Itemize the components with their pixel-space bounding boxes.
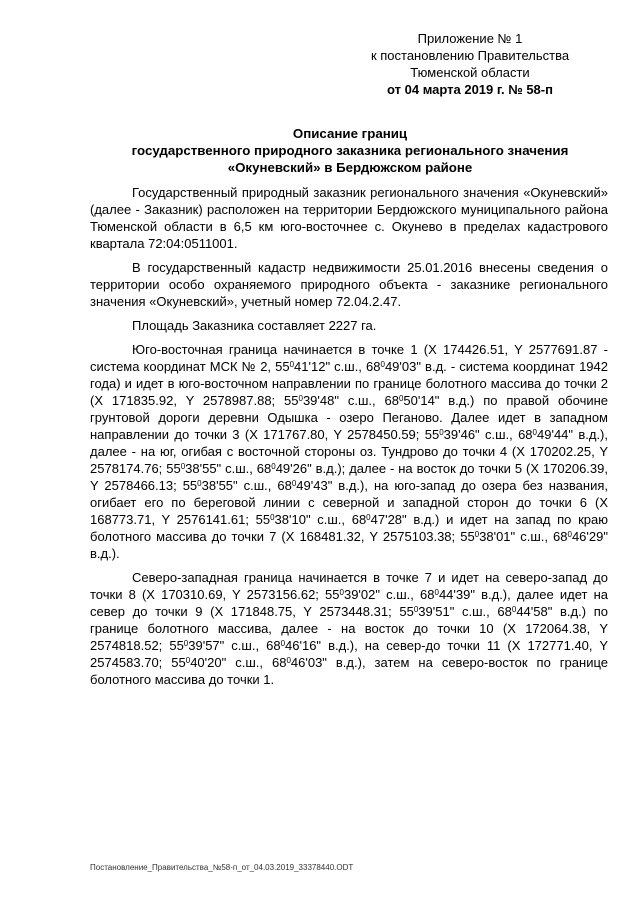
paragraph-location: Государственный природный заказник регионального значения «Окуневский» (далее - Заказник) расположен на территории Бердюжского муниципального района Тюменской области в 6,5 км юго-восточнее с. Окунево в пределах кадастрового квартала 72:04:0511001.	[90, 185, 608, 251]
appendix-number: Приложение № 1	[417, 31, 523, 46]
appendix-region: Тюменской области	[410, 65, 530, 80]
paragraph-cadastre: В государственный кадастр недвижимости 25.01.2016 внесены сведения о территории особо охраняемого природного объекта - заказнике регионального значения «Окуневский», учетный номер 72.04.2.47.	[90, 260, 608, 309]
paragraph-northwest-boundary: Северо-западная граница начинается в точке 7 и идет на северо-запад до точки 8 (X 170310.69, Y 2573156.62; $55^039'02$" с.ш., $68^044'39$" в.д.), далее идет на север до точки 9 (X 171848.75, Y 2573448.31; $55^039'51$" с.ш., $68^044'58$" в.д.) по границе болотного массива, далее - на восток до точки 10 (X 172064.38, Y 2574818.52; $55^039'57$" с.ш., $68^046'16$" в.д.), на север-до точки 11 (X 172771.40, Y 2574583.70; $55^040'20$" с.ш., $68^046'03$" в.д.), затем на северо-восток по границе болотного массива до точки 1.	[90, 570, 609, 687]
title-line-1: Описание границ	[292, 126, 408, 141]
paragraph-southeast-boundary: Юго-восточная граница начинается в точке 1 (X 174426.51, Y 2577691.87 - система координат МСК № 2, $55^041'12$" с.ш., $68^049'03$" в.д. - система координат 1942 года) и идет в юго-восточном направлении по границе болотного массива до точки 2 (X 171835.92, Y 2578987.88; $55^039'48$" с.ш., $68^050'14$" в.д.) по правой обочине грунтовой дороги деревни Одышка - озеро Пеганово. Далее идет в западном направлении до точки 3 (X 171767.80, Y 2578450.59; $55^039'46$" с.ш., $68^049'44$" в.д.), далее - на юг, огибая с восточной стороны оз. Тундрово до точки 4 (X 170202.25, Y 2578174.76; $55^038'55$" с.ш., $68^049'26$" в.д.); далее - на восток до точки 5 (X 170206.39, Y 2578466.13; $55^038'55$" с.ш., $68^049'43$" в.д.), на юго-запад до озера без названия, огибает его по береговой линии с северной и западной сторон до точки 6 (X 168773.71, Y 2576141.61; $55^038'10$" с.ш., $68^047'28$" в.д.) и идет на запад по краю болотного массива до точки 7 (X 168481.32, Y 2575103.38; $55^038'01$" с.ш., $68^046'29$" в.д.).	[90, 342, 609, 561]
appendix-header	[340, 30, 600, 98]
appendix-date: от 04 марта 2019 г. № 58-п	[387, 82, 553, 97]
title-line-3: «Окуневский» в Бердюжском районе	[227, 160, 473, 175]
document-title	[60, 125, 640, 176]
document-body	[90, 184, 608, 695]
paragraph-area: Площадь Заказника составляет 2227 га.	[132, 318, 377, 333]
footer-filename: Постановление_Правительства_№58-п_от_04.03.2019_33378440.ODT	[90, 863, 354, 872]
title-line-2: государственного природного заказника регионального значения	[131, 143, 569, 158]
appendix-reference: к постановлению Правительства	[370, 48, 570, 63]
